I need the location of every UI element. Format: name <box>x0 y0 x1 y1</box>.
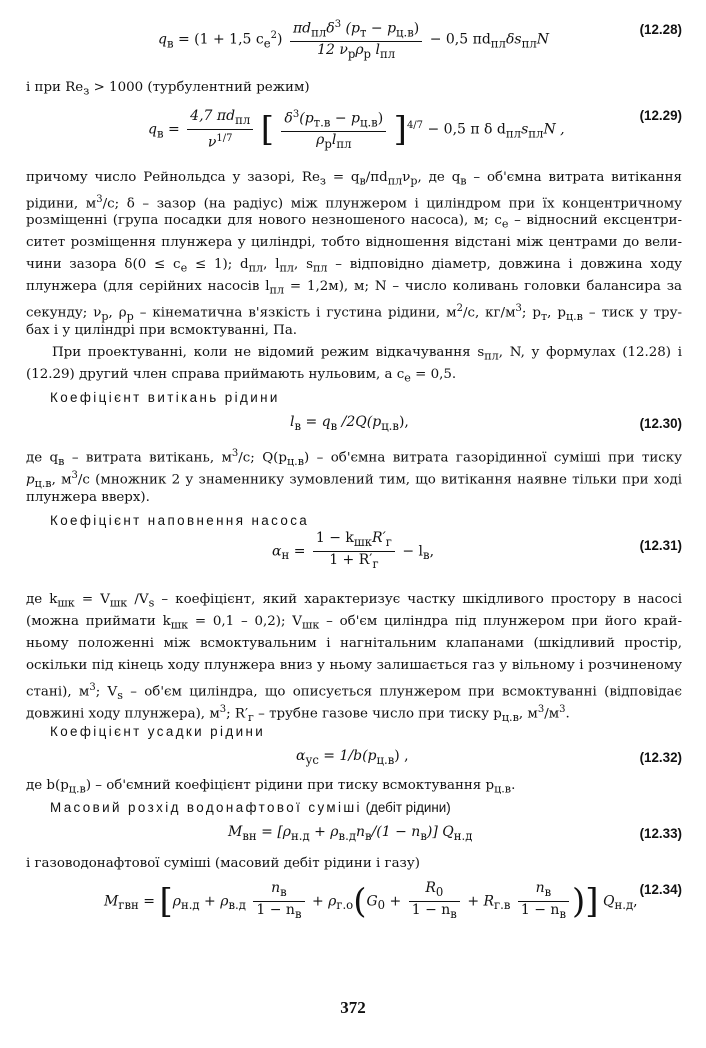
text-line: довжині ходу плунжера), $м^3$; $R'_г$ – трубне газове число при тиску $p_{ц.в}$, $м^3/м^3$. <box>26 704 570 725</box>
text-line: $p_{ц.в}$, $м^3/с$ (множник 2 у знаменнику зумовлений тим, що витікання наявне тільки при ході <box>26 470 682 491</box>
equation-number: (12.31) <box>639 538 682 553</box>
fraction: $\frac{\pi d_{пл}\delta^3 (p_т - p_{ц.в})}{12 \nu_р\rho_р l_{пл}}$ <box>290 16 422 63</box>
equation-number: (12.30) <box>639 416 682 431</box>
section-heading: Масовий розхід водонафтової суміші (дебіт рідини) <box>50 800 451 815</box>
text-line: стані), $м^3$; $V_s - об'єм$ циліндра, що описується плунжером при всмоктуванні (відповідає <box>26 682 682 703</box>
text-line: оскільки під кінець ходу плунжера вниз у ньому залишається газ у вільному і розчиненому <box>26 658 682 673</box>
section-heading: Коефіцієнт усадки рідини <box>50 724 266 739</box>
text-line: чини зазора $\delta(0 \le c_е \le 1)$; $d_{пл}$, $l_{пл}$, $s_{пл}$ – відповідно діаметр, довжина і довжина ходу <box>26 257 682 275</box>
equation-number: (12.32) <box>639 750 682 765</box>
text-line: бах і у циліндрі при всмоктуванні, Па. <box>26 323 298 338</box>
equation-12-32: $\alpha_{ус} = 1/b(p_{ц.в})$ , <box>296 748 409 767</box>
equation-12-33: $M_{вн} = [\rho_{н.д} + \rho_{в.д}n_в/(1 - n_в)]$ $Q_{н.д}$ <box>228 824 473 843</box>
equation-number: (12.34) <box>639 882 682 897</box>
text-line: ситет розміщення плунжера у циліндрі, тобто відношення відстані між центрами до вели- <box>26 235 682 250</box>
text-line: рідини, $м^3/с$; δ – зазор (на радіус) між плунжером і циліндром при їх концентричному <box>26 194 682 212</box>
equation-12-31: $\alpha_н$ = $\frac{1 - k_{шк}R'_г}{1 + R'_г}$ − $l_в$, <box>272 530 435 571</box>
section-heading: Коефіцієнт витікань рідини <box>50 390 280 405</box>
equation-number: (12.33) <box>639 826 682 841</box>
page-number: 372 <box>340 998 366 1017</box>
text-line: (12.29) другий член справа приймають нульовим, а $c_е = 0,5$. <box>26 367 457 385</box>
text-line: плунжера вверх). <box>26 490 150 505</box>
text-line: ньому положенні між всмоктувальним і нагнітальним клапанами (шкідливий простір, <box>26 636 682 651</box>
text-line: При проектуванні, коли не відомий режим відкачування $s_{пл}$, N, у формулах (12.28) і <box>52 345 683 363</box>
text-line: розміщенні (група посадки для нового незношеного насоса), м; $c_е$ – відносний ексцентри- <box>26 213 682 231</box>
text-line: плунжера (для серійних насосів $l_{пл} = 1,2м$), м; N – число коливань головки балансира за <box>26 279 682 297</box>
equation-12-28: $q_в = (1 + 1,5$ $c_е^2$) $\frac{\pi d_{пл}\delta^3 (p_т - p_{ц.в})}{12 \nu_р\rho_р l_{пл}}$ − 0,5 $\pi d_{пл}\delta s_{пл}N$ <box>158 16 549 63</box>
text-line: і при $Re_з > 1000$ (турбулентний режим) <box>26 80 310 98</box>
equation-number: (12.29) <box>639 108 682 123</box>
text-line: причому число Рейнольдса у зазорі, $Re_з = q_в/\pi d_{пл}\nu_р$, де $q_в$ – об'ємна витрата витікання <box>26 170 682 188</box>
text-line: де $q_в$ – витрата витікань, $м^3/с$; $Q(p_{ц.в})$ – об'ємна витрата газорідинної суміші при тиску <box>26 448 683 469</box>
equation-number: (12.28) <box>639 22 682 37</box>
equation-12-34: $M_{гвн} = [\rho_{н.д} + \rho_{в.д}$ $\frac{n_в}{1 - n_в}$ + $\rho_{г.о}(G_0$ + $\frac{R_0}{1 - n_в}$ + $R_{г.в}$ $\frac{n_в}{1 - n_в}$ )] $Q_{н.д}$, <box>104 880 638 922</box>
text-line: і газоводонафтової суміші (масовий дебіт рідини і газу) <box>26 856 420 871</box>
text-line: де $b(p_{ц.в})$ – об'ємний коефіцієнт рідини при тиску всмоктування $p_{ц.в}$. <box>26 778 516 796</box>
equation-12-30: $l_в = q_в$ $/2Q(p_{ц.в})$, <box>290 414 409 433</box>
text-line: (можна приймати $k_{шк} = 0,1 - 0,2$); $V_{шк} - об'єм$ циліндра під плунжером при його край- <box>26 614 682 632</box>
equation-12-29: $q_в$ = $\frac{4,7 \pi d_{пл}}{\nu^{1/7}}$ [ $\frac{\delta^3(p_{т.в} - p_{ц.в})}{\rho_рl_{пл}}$ ]$^{4/7}$ − 0,5 π δ $d_{пл}s_{пл}N$ , <box>148 107 565 152</box>
text-line: секунду; $\nu_р$, $\rho_р$ – кінематична в'язкість і густина рідини, $м^2/с$, $кг/м^3$; $p_т$, $p_{ц.в}$ – тиск у тру- <box>26 303 683 324</box>
text-line: де $k_{шк} = V_{шк}$ $/V_s$ – коефіцієнт, який характеризує частку шкідливого простору в насосі <box>26 592 682 610</box>
section-heading: Коефіцієнт наповнення насоса <box>50 513 310 528</box>
